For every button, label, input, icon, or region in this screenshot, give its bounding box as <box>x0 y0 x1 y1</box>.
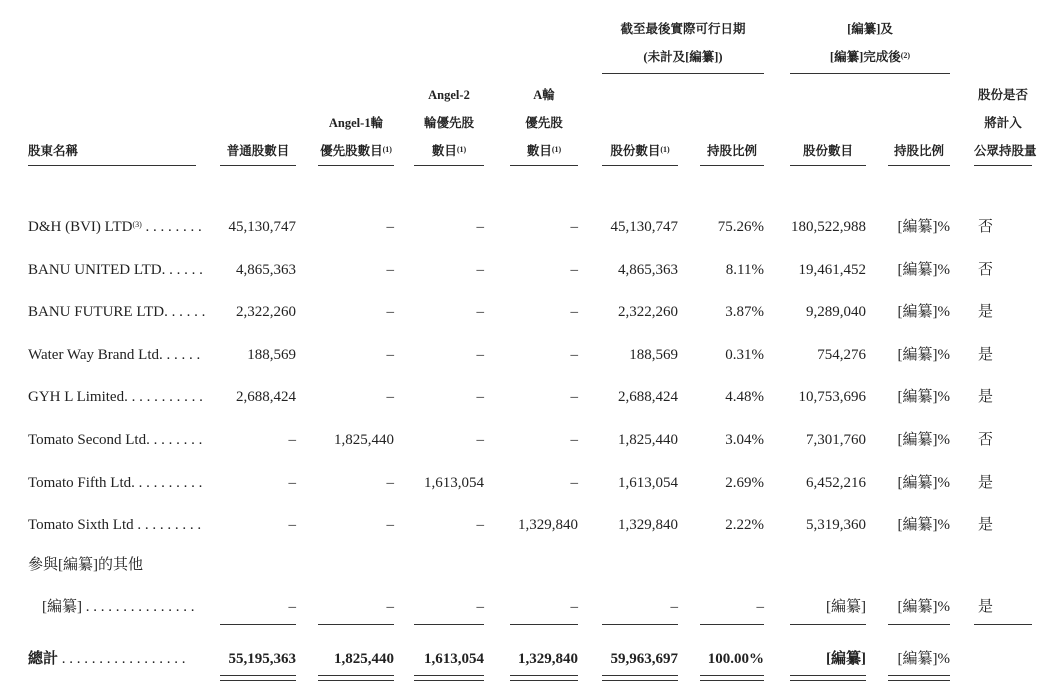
col-header-public-line2: 將計入 <box>984 116 1022 130</box>
cell-pct-post: [編纂]% <box>897 304 950 320</box>
col-header-underline <box>510 165 578 166</box>
col-header-pct-pre: 持股比例 <box>706 144 757 158</box>
col-header-public-line1: 股份是否 <box>977 88 1028 102</box>
cell-public-float: 是 <box>978 347 994 363</box>
col-header-underline <box>318 165 394 166</box>
cell-series-a: – <box>570 347 578 363</box>
cell-shareholder-name: Tomato Fifth Ltd. . . . . . . . . . <box>28 475 203 491</box>
group-header-pre-offering-line2: (未計及[編纂]) <box>643 50 723 64</box>
cell-series-a: 1,329,840 <box>518 517 578 533</box>
total-double-underline <box>888 675 950 681</box>
cell-shares-pre: 2,322,260 <box>618 304 678 320</box>
other-row-angel1: – <box>386 599 394 615</box>
total-row-pct-post: [編纂]% <box>897 651 950 667</box>
total-double-underline <box>220 675 296 681</box>
cell-shares-post: 5,319,360 <box>806 517 866 533</box>
cell-angel1: – <box>386 517 394 533</box>
cell-pct-post: [編纂]% <box>897 347 950 363</box>
cell-angel2: – <box>476 219 484 235</box>
cell-shares-pre: 1,329,840 <box>618 517 678 533</box>
cell-shares-pre: 1,825,440 <box>618 432 678 448</box>
other-participants-label: 參與[編纂]的其他 <box>28 557 143 573</box>
subtotal-line <box>414 624 484 625</box>
cell-pct-pre: 3.87% <box>725 304 764 320</box>
cell-series-a: – <box>570 475 578 491</box>
other-row-ordinary: – <box>288 599 296 615</box>
cell-ordinary: 2,322,260 <box>236 304 296 320</box>
cell-ordinary: 2,688,424 <box>236 389 296 405</box>
other-row-pct-pre: – <box>756 599 764 615</box>
subtotal-line <box>888 624 950 625</box>
cell-shares-post: 10,753,696 <box>798 389 866 405</box>
cell-angel2: – <box>476 304 484 320</box>
col-header-a-line2: 優先股 <box>525 116 563 130</box>
col-header-underline <box>602 165 678 166</box>
group-header-post-offering-line2: [編纂]完成後$^{(2)}$ <box>829 50 911 64</box>
cell-pct-post: [編纂]% <box>897 432 950 448</box>
cell-public-float: 是 <box>978 517 994 533</box>
group-header-pre-offering-line1: 截至最後實際可行日期 <box>620 22 746 36</box>
col-header-underline <box>790 165 866 166</box>
cell-pct-post: [編纂]% <box>897 389 950 405</box>
subtotal-line <box>700 624 764 625</box>
cell-ordinary: 45,130,747 <box>228 219 296 235</box>
cell-shares-post: 19,461,452 <box>798 262 866 278</box>
cell-pct-pre: 2.22% <box>725 517 764 533</box>
other-row-a: – <box>570 599 578 615</box>
cell-angel1: – <box>386 347 394 363</box>
cell-ordinary: – <box>288 432 296 448</box>
cell-shares-post: 754,276 <box>817 347 866 363</box>
cell-shares-post: 7,301,760 <box>806 432 866 448</box>
total-row-angel2: 1,613,054 <box>424 651 484 667</box>
col-header-a-line3: 數目$^{(1)}$ <box>526 144 562 158</box>
total-row-a: 1,329,840 <box>518 651 578 667</box>
cell-shares-post: 9,289,040 <box>806 304 866 320</box>
cell-angel2: – <box>476 389 484 405</box>
other-row-name: [編纂] . . . . . . . . . . . . . . . <box>42 599 195 615</box>
cell-pct-pre: 4.48% <box>725 389 764 405</box>
cell-public-float: 是 <box>978 389 994 405</box>
cell-series-a: – <box>570 432 578 448</box>
cell-pct-pre: 8.11% <box>725 262 764 278</box>
col-header-angel2-line3: 數目$^{(1)}$ <box>431 144 467 158</box>
other-row-shares-pre: – <box>670 599 678 615</box>
other-row-public: 是 <box>978 599 994 615</box>
cell-shareholder-name: Tomato Second Ltd. . . . . . . . <box>28 432 203 448</box>
col-header-angel1-line2: 優先股數目$^{(1)}$ <box>320 144 392 158</box>
total-row-label: 總計 . . . . . . . . . . . . . . . . . <box>28 651 186 667</box>
cell-ordinary: – <box>288 517 296 533</box>
cell-pct-pre: 0.31% <box>725 347 764 363</box>
cell-ordinary: 188,569 <box>247 347 296 363</box>
other-row-angel2: – <box>476 599 484 615</box>
col-header-underline <box>888 165 950 166</box>
cell-public-float: 否 <box>978 432 994 448</box>
cell-shareholder-name: GYH L Limited. . . . . . . . . . . <box>28 389 203 405</box>
cell-shares-post: 180,522,988 <box>791 219 866 235</box>
cell-pct-pre: 3.04% <box>725 432 764 448</box>
col-header-underline <box>974 165 1032 166</box>
total-double-underline <box>602 675 678 681</box>
total-row-shares-post: [編纂] <box>826 651 866 667</box>
cell-angel2: 1,613,054 <box>424 475 484 491</box>
total-row-shares-pre: 59,963,697 <box>610 651 678 667</box>
cell-shareholder-name: D&H (BVI) LTD$^{(3)}$ . . . . . . . . <box>28 219 202 235</box>
group-header-underline <box>790 73 950 74</box>
cell-public-float: 是 <box>978 475 994 491</box>
subtotal-line <box>510 624 578 625</box>
col-header-underline <box>414 165 484 166</box>
cell-public-float: 是 <box>978 304 994 320</box>
cell-shares-pre: 1,613,054 <box>618 475 678 491</box>
cell-shares-post: 6,452,216 <box>806 475 866 491</box>
cell-series-a: – <box>570 262 578 278</box>
col-header-ordinary: 普通股數目 <box>226 144 290 158</box>
col-header-angel1-line1: Angel-1輪 <box>328 116 384 130</box>
total-row-ordinary: 55,195,363 <box>228 651 296 667</box>
total-double-underline <box>790 675 866 681</box>
total-double-underline <box>414 675 484 681</box>
cell-pct-post: [編纂]% <box>897 219 950 235</box>
col-header-shares-pre: 股份數目$^{(1)}$ <box>610 144 670 158</box>
cell-shareholder-name: Water Way Brand Ltd. . . . . . <box>28 347 201 363</box>
col-header-angel2-line2: 輪優先股 <box>423 116 474 130</box>
col-header-underline <box>220 165 296 166</box>
other-row-shares-post: [編纂] <box>826 599 866 615</box>
cell-shares-pre: 188,569 <box>629 347 678 363</box>
cell-pct-post: [編纂]% <box>897 475 950 491</box>
col-header-public-line3: 公眾持股量 <box>974 144 1037 158</box>
cell-pct-post: [編纂]% <box>897 262 950 278</box>
col-header-a-line1: A輪 <box>533 88 555 102</box>
total-row-angel1: 1,825,440 <box>334 651 394 667</box>
cell-angel2: – <box>476 432 484 448</box>
total-double-underline <box>510 675 578 681</box>
cell-pct-pre: 75.26% <box>717 219 764 235</box>
cell-angel2: – <box>476 347 484 363</box>
col-header-name: 股東名稱 <box>28 144 79 158</box>
col-header-angel2-line1: Angel-2 <box>428 88 470 102</box>
subtotal-line <box>790 624 866 625</box>
cell-shareholder-name: BANU UNITED LTD. . . . . . <box>28 262 203 278</box>
col-header-pct-post: 持股比例 <box>893 144 944 158</box>
col-header-underline <box>28 165 196 166</box>
total-row-pct-pre: 100.00% <box>707 651 764 667</box>
cell-angel1: 1,825,440 <box>334 432 394 448</box>
subtotal-line <box>220 624 296 625</box>
cell-ordinary: 4,865,363 <box>236 262 296 278</box>
cell-angel2: – <box>476 262 484 278</box>
cell-angel1: – <box>386 389 394 405</box>
cell-series-a: – <box>570 219 578 235</box>
cell-shares-pre: 45,130,747 <box>610 219 678 235</box>
cell-shareholder-name: BANU FUTURE LTD. . . . . . <box>28 304 206 320</box>
total-double-underline <box>318 675 394 681</box>
subtotal-line <box>318 624 394 625</box>
col-header-shares-post: 股份數目 <box>802 144 853 158</box>
cell-angel1: – <box>386 475 394 491</box>
cell-angel1: – <box>386 304 394 320</box>
cell-angel1: – <box>386 219 394 235</box>
cell-public-float: 否 <box>978 219 994 235</box>
cell-pct-post: [編纂]% <box>897 517 950 533</box>
cell-series-a: – <box>570 304 578 320</box>
subtotal-line <box>602 624 678 625</box>
cell-shares-pre: 2,688,424 <box>618 389 678 405</box>
group-header-underline <box>602 73 764 74</box>
cell-angel2: – <box>476 517 484 533</box>
cell-angel1: – <box>386 262 394 278</box>
group-header-post-offering-line1: [編纂]及 <box>847 22 893 36</box>
cell-shareholder-name: Tomato Sixth Ltd . . . . . . . . . <box>28 517 202 533</box>
total-double-underline <box>700 675 764 681</box>
cell-public-float: 否 <box>978 262 994 278</box>
other-row-pct-post: [編纂]% <box>897 599 950 615</box>
col-header-underline <box>700 165 764 166</box>
cell-pct-pre: 2.69% <box>725 475 764 491</box>
cell-shares-pre: 4,865,363 <box>618 262 678 278</box>
cell-series-a: – <box>570 389 578 405</box>
cell-ordinary: – <box>288 475 296 491</box>
subtotal-line <box>974 624 1032 625</box>
